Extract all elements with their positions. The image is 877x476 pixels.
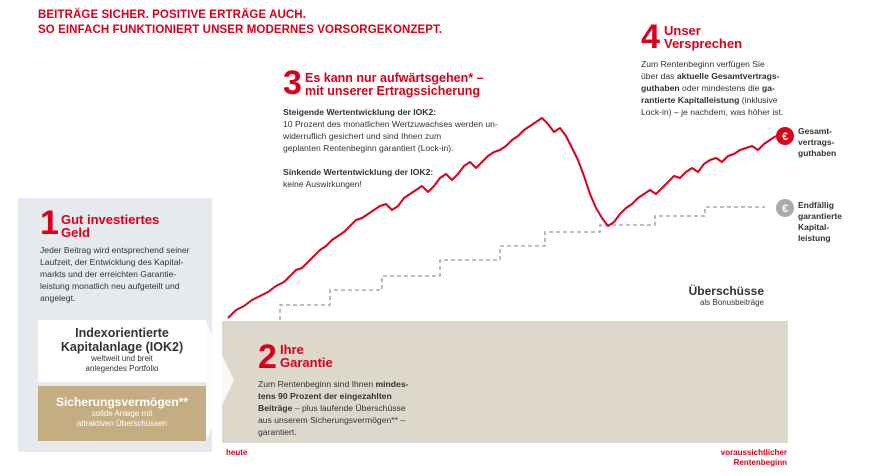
step1-title: Gut investiertes Geld (61, 212, 160, 240)
headline-line-1: BEITRÄGE SICHER. POSITIVE ERTRÄGE AUCH. (38, 9, 307, 21)
sicherungsvermoegen-box: Sicherungsvermögen** solide Anlage mit attraktiven Überschüssen (38, 386, 206, 441)
step2-body: Zum Rentenbeginn sind Ihnen mindes- tens 90 Prozent der eingezahlten Beiträge – plus laufende Überschüsse aus unserem Sicherungsvermögen** – garantiert. (258, 379, 409, 437)
step2-title: Ihre Garantie (280, 342, 333, 370)
step4-body: Zum Rentenbeginn verfügen Sie über das aktuelle Gesamtvertrags- guthaben oder mindestens die ga- rantierte Kapitalleistung (inklusive Lock-in) – je nachdem, was höher ist. (641, 59, 784, 117)
axis-start-label: heute (226, 448, 248, 457)
step1-body: Jeder Beitrag wird entsprechend seiner Laufzeit, der Entwicklung des Kapital- markts und der erreichten Garantie- leistung monatlich neu aufgeteilt und angelegt. (40, 245, 190, 303)
ueberschuesse-label: Überschüsse als Bonusbeiträge (688, 284, 764, 307)
iok2-box: Indexorientierte Kapitalanlage (IOK2) weltweit und breit anlegendes Portfolio (38, 320, 206, 382)
euro-icon: € (781, 203, 789, 215)
step1-number: 1 (40, 204, 59, 242)
step4-title: Unser Versprechen (664, 23, 743, 51)
label-gesamtvertragsguthaben: Gesamt- vertrags- guthaben (798, 126, 837, 158)
step3-body: Steigende Wertentwicklung der IOK2: 10 Prozent des monatlichen Wertzuwachses werden un- widerruflich gesichert und sind Ihnen zum geplanten Rentenbeginn garantiert (Lock-in). Sinkende Wertentwicklung der IOK2: keine Auswirkungen! (283, 107, 498, 189)
euro-icon: € (781, 131, 789, 143)
step4-number: 4 (641, 18, 660, 56)
step3-title: Es kann nur aufwärtsgehen* – mit unserer Ertragssicherung (305, 71, 484, 98)
headline-line-2: SO EINFACH FUNKTIONIERT UNSER MODERNES VORSORGEKONZEPT. (38, 24, 443, 36)
axis-end-label: voraussichtlicher Rentenbeginn (720, 448, 787, 467)
label-garantierte-kapitalleistung: Endfällig garantierte Kapital- leistung (798, 200, 842, 243)
step3-number: 3 (283, 64, 302, 102)
step2-number: 2 (258, 338, 277, 376)
